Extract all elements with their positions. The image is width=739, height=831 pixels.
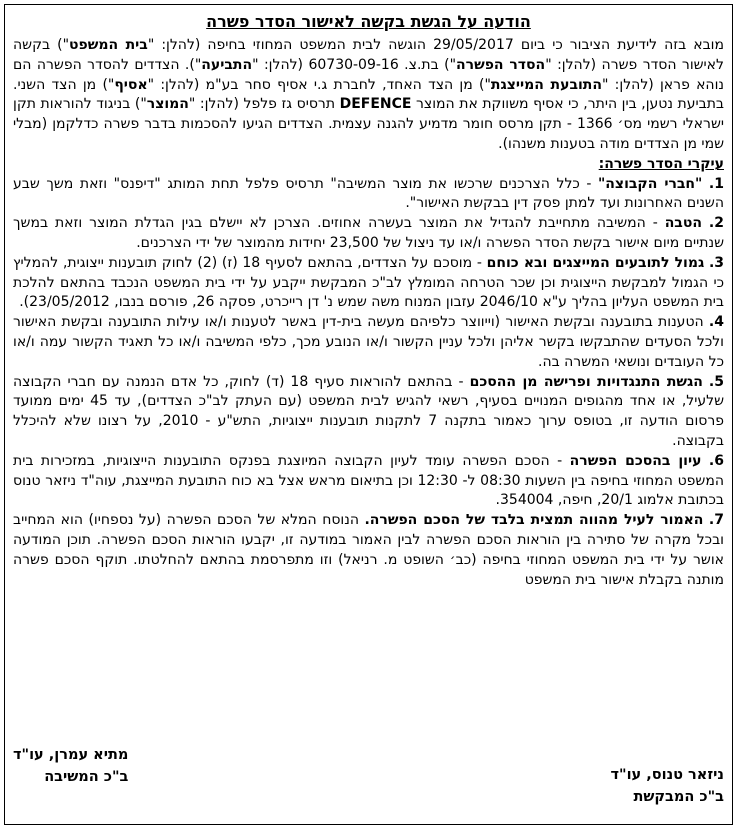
clause-2: [13, 214, 724, 254]
intro-term-asif: אסיף: [114, 76, 148, 93]
clause-term: "חברי הקבוצה": [598, 175, 703, 192]
intro-term-product: המוצר: [146, 96, 189, 113]
clause-text: הטענות בתובענה ובקשת האישור (וייווצר כלפיהם מעשה בית-דין באשר לטענות ו/או עילות התובענה ובקשת האישור ולכל הסעדים שהתבקשו בקשר אליהן ולכל עניין הקשור ו/או הנובע מכך, כלפי המשיבה ו/או כל תאגיד הקשור עמה ו/או כל העובדים ונושאי המשרה בה.: [13, 314, 724, 370]
clause-4: [13, 313, 724, 372]
intro-term-defence: DEFENCE: [339, 96, 412, 113]
clause-text: - בהתאם להוראות סעיף 18 (ד) לחוק, כל אדם הנמנה עם חברי הקבוצה שלעיל, או אחד מהגופים המנויים בסעיף, רשאי להגיש לבית המשפט (עם העתק לב"כ הצדדים), עד 45 ימים ממועד פרסום הודעה זו, בטופס ערוך כאמור בתקנה 7 לתקנות תובענות ייצוגיות, התש"ע - 2010, על רצונו שלא להיכלל בקבוצה.: [13, 373, 725, 449]
clause-number: 5.: [708, 373, 724, 390]
intro-text-6: ") מן הצד השני. בתביעת נטען, בין היתר, כי אסיף משווקת את המוצר: [13, 76, 724, 113]
signature-respondent: [13, 744, 128, 814]
clause-number: 4.: [708, 314, 724, 331]
signature-role: ב"כ המבקשת: [633, 789, 724, 805]
legal-notice: [4, 4, 733, 825]
section-heading: עיקרי הסדר פשרה:: [598, 155, 724, 172]
clause-5: [13, 373, 724, 452]
clause-text: - כלל הצרכנים שרכשו את מוצר המשיבה" תרסיס פלפל תחת המותג "דיפנס" וזאת משך שבע השנים האחרונות ועד למתן פסק דין בבקשת האישור".: [13, 175, 724, 212]
clause-number: 1.: [708, 175, 724, 192]
clause-number: 7.: [708, 512, 724, 529]
intro-text-1: מובא בזה לידיעת הציבור כי ביום 29/05/2017 הוגשה לבית המשפט המחוזי בחיפה (להלן: ": [147, 37, 724, 53]
intro-text-4: "). הצדדים להסדר הפשרה הם נוהא פראן (להלן: ": [13, 56, 725, 93]
intro-text-3: ") בת.צ. 60730-09-16 (להלן: ": [252, 56, 457, 73]
notice-title: הודעה על הגשת בקשה לאישור הסדר פשרה: [206, 12, 531, 31]
intro-term-plaintiff: התובעת המייצגת: [490, 76, 602, 93]
clause-7: [13, 511, 724, 590]
clause-text: הנוסח המלא של הסכם הפשרה (על נספחיו) הוא המחייב ובכל מקרה של סתירה בין הוראות הסכם הפשרה לבין האמור במודעה זו, יקבעו הוראות הסכם הפשרה. תוכן המודעה אושר על ידי בית המשפט המחוזי בחיפה (כב׳ השופט מ. רניאל) וזו מתפרסמת בהתאם להחלטתו. תוקף הסכם פשרה מותנה בקבלת אישור בית המשפט: [13, 512, 724, 588]
intro-text-2: ") בקשה לאישור הסדר פשרה (להלן: ": [13, 37, 724, 73]
signature-applicant: [610, 744, 724, 814]
clause-text: - מוסכם על הצדדים, בהתאם לסעיף 18 (ז) (2) לחוק תובענות ייצוגית, להמליץ כי הגמול למבקשת הייצוגית וכן שכר הטרחה המומלץ לב"כ המבקשת ייקבע על ידי בית המשפט הנכבד בהתאם להלכת בית המשפט העליון בהליך ע"א 2046/10 עזבון המנוח משה שמש נ' דן רייכרט, פסקה 26, פורסם בנבו, 23/05/2012).: [13, 254, 724, 311]
intro-text-7: תרסיס גז פלפל (להלן: ": [188, 96, 340, 113]
clause-number: 3.: [708, 254, 725, 271]
clause-number: 2.: [708, 215, 724, 232]
clause-number: 6.: [708, 452, 724, 469]
clause-term: האמור לעיל מהווה תמצית בלבד של הסכם הפשרה.: [364, 512, 704, 529]
clause-1: [13, 175, 724, 215]
signature-name: ניזאר טנוס, עו"ד: [610, 767, 724, 783]
clause-text: - המשיבה מתחייבת להגדיל את המוצר בעשרה אחוזים. הצרכן לא יישלם בגין הגדלת המוצר וזאת במשך שנתיים מיום אישור בקשת הסדר הפשרה ו/או עד ניצול של 23,500 יחידות מהמוצר של ידי הצרכנים.: [13, 215, 724, 251]
clause-text: - הסכם הפשרה עומד לעיון הקבוצה המיוצגת בפנקס התובענות הייצוגיות, במזכירות בית המשפט המחוזי בחיפה בין השעות 08:30 ל- 12:30 וכן בתיאום מראש אצל בא כוח התובעת המייצגת, עוה"ד ניזאר טנוס בכתובת אלמוג 20/1, חיפה, 354004.: [13, 452, 724, 509]
clause-term: עיון בהסכם הפשרה: [569, 452, 702, 469]
clause-term: הגשת התנגדויות ופרישה מן ההסכם: [469, 373, 703, 390]
clause-3: [13, 254, 724, 313]
intro-text-8: ") בניגוד להוראות תקן ישראלי רשמי מס׳ 1366 - תקן מרסס חומר מדמיע להגנה עצמית. הצדדים הגיעו להסכמות בדבר פשרה כדלקמן (מבלי שמי מן הצדדים מודה בטענות משנהו).: [13, 96, 724, 152]
intro-term-settlement: הסדר הפשרה: [456, 56, 546, 73]
clause-term: גמול לתובעים המייצגים ובא כוחם: [486, 254, 705, 271]
intro-term-claim: התביעה: [201, 56, 253, 73]
clause-term: הטבה: [664, 215, 702, 232]
intro-paragraph: [13, 36, 724, 155]
clause-6: [13, 452, 724, 511]
intro-term-court: בית המשפט: [69, 37, 148, 53]
intro-text-5: ") מן הצד האחד, לחברת ג.י אסיף סחר בע"מ (להלן: ": [147, 76, 491, 93]
signature-role: ב"כ המשיבה: [44, 769, 129, 785]
signature-name: מתיא עמרן, עו"ד: [13, 747, 129, 763]
signatures: [13, 744, 724, 814]
